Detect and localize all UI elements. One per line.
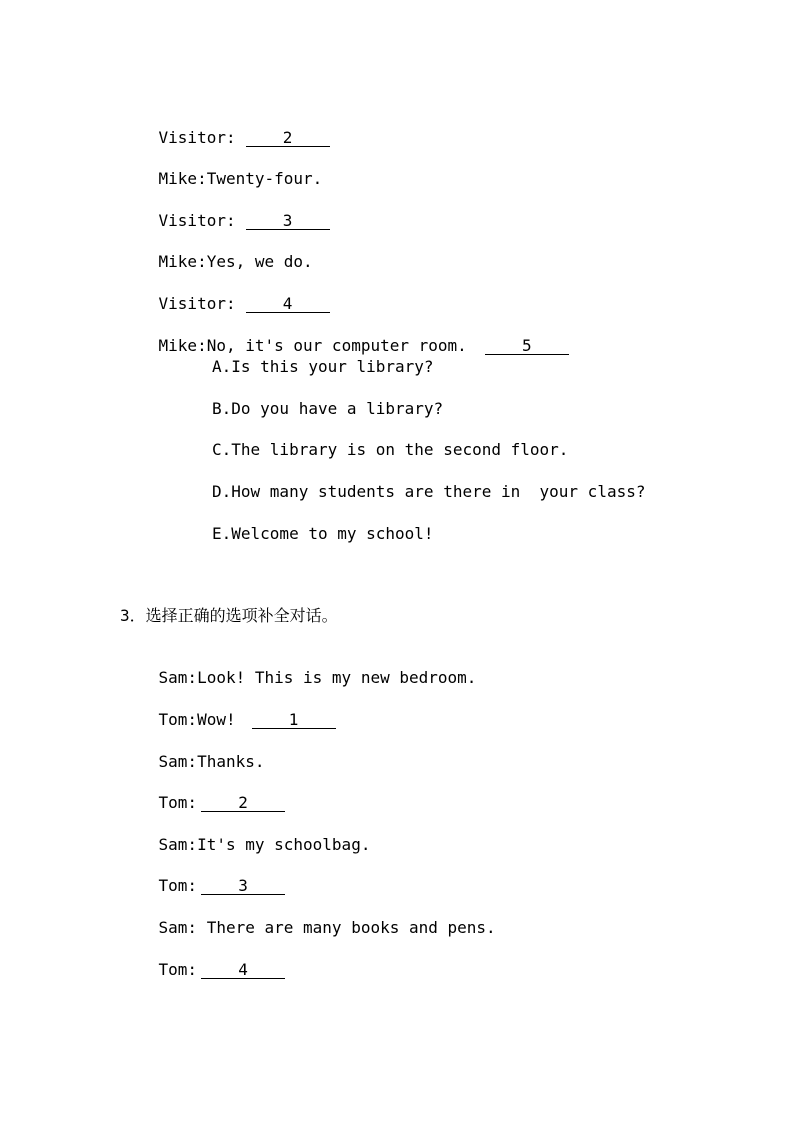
- answer-blank-5: 5: [485, 337, 569, 355]
- option-b: B.Do you have a library?: [212, 399, 444, 418]
- speaker: Mike:: [158, 169, 207, 188]
- utterance: Thanks.: [197, 752, 265, 771]
- speaker: Visitor:: [158, 128, 236, 147]
- answer-blank-3: 3: [246, 212, 330, 230]
- speaker: Tom:: [158, 710, 198, 729]
- speaker: Tom:: [158, 960, 198, 979]
- option-d: D.How many students are there in your class?: [212, 482, 646, 501]
- option-a: A.Is this your library?: [212, 357, 434, 376]
- answer-blank-4: 4: [201, 961, 285, 979]
- speaker: Visitor:: [158, 211, 236, 230]
- utterance: There are many books and pens.: [197, 918, 496, 937]
- speaker: Mike:: [158, 252, 207, 271]
- speaker: Tom:: [158, 793, 198, 812]
- speaker: Sam:: [158, 668, 198, 687]
- utterance: Twenty-four.: [206, 169, 323, 188]
- option-e: E.Welcome to my school!: [212, 524, 434, 543]
- speaker: Sam:: [158, 752, 198, 771]
- speaker: Mike:: [158, 336, 207, 355]
- answer-blank-4: 4: [246, 295, 330, 313]
- option-c: C.The library is on the second floor.: [212, 440, 569, 459]
- section3-heading: 3．选择正确的选项补全对话。: [120, 606, 338, 625]
- answer-blank-2: 2: [246, 129, 330, 147]
- section3-line-8: [120, 940, 285, 1000]
- speaker: Sam:: [158, 835, 198, 854]
- answer-blank-2: 2: [201, 794, 285, 812]
- utterance: It's my schoolbag.: [197, 835, 371, 854]
- speaker: Tom:: [158, 876, 198, 895]
- utterance: Look! This is my new bedroom.: [197, 668, 477, 687]
- answer-blank-1: 1: [252, 711, 336, 729]
- speaker: Sam:: [158, 918, 198, 937]
- speaker: Visitor:: [158, 294, 236, 313]
- utterance: No, it's our computer room.: [206, 336, 467, 355]
- utterance: Wow!: [197, 710, 236, 729]
- answer-blank-3: 3: [201, 877, 285, 895]
- utterance: Yes, we do.: [206, 252, 313, 271]
